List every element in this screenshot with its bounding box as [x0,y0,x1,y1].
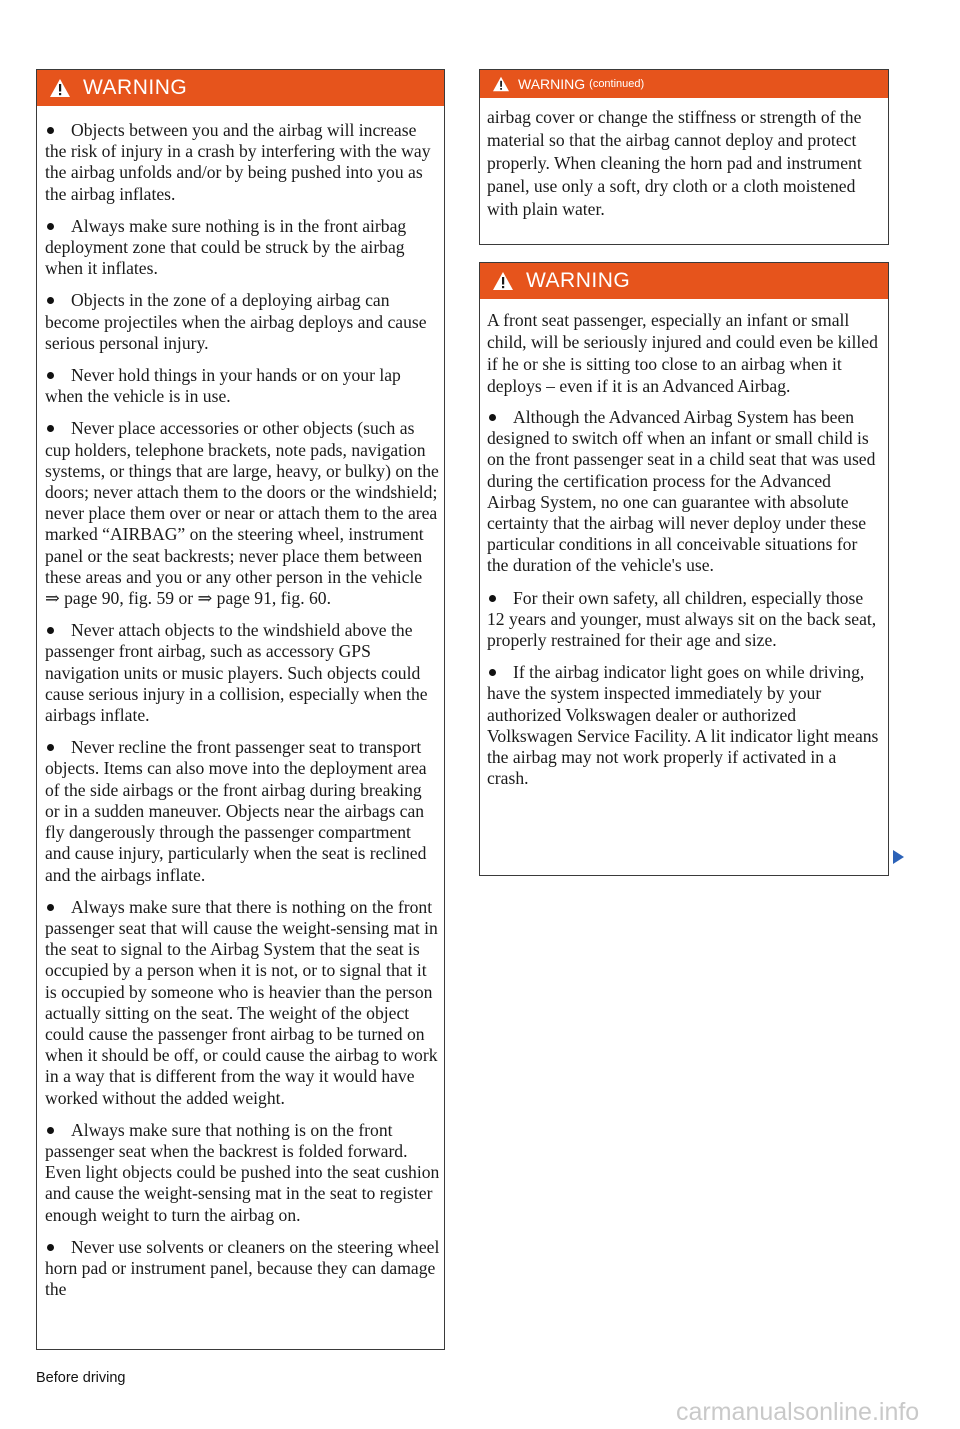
list-item: Always make sure nothing is in the front airbag deployment zone that could be struck by the airbag when it inflates. [45,216,440,280]
warning-header [480,263,888,299]
continued-label: (continued) [589,78,645,90]
warning-title: WARNING [518,76,586,92]
warning-list [45,120,440,1300]
list-item: Objects in the zone of a deploying airbag can become projectiles when the airbag deploys and cause serious personal injury. [45,290,440,354]
warning-content [480,98,888,221]
warning-title: WARNING [526,269,631,292]
list-item: For their own safety, all children, especially those 12 years and younger, must always sit on the back seat, properly restrained for their age and size. [487,588,880,652]
list-item: Always make sure that nothing is on the front passenger seat when the backrest is folded forward. Even light objects could be pushed into the seat cushion and cause the weight-sensing mat in the seat to register enough weight to turn the airbag on. [45,1119,440,1225]
watermark: carmanualsonline.info [676,1398,920,1426]
warning-content [480,299,888,789]
warning-title: WARNING [83,76,188,99]
warning-content [37,106,444,1300]
warning-triangle-icon [492,271,514,291]
warning-header-continued [480,70,888,98]
warning-triangle-icon [492,76,510,92]
list-item: Although the Advanced Airbag System has been designed to switch off when an infant or small child is on the front passenger seat in a child seat that was used during the certification process for the Advanced Airbag System, no one can guarantee with absolute certainty that the airbag will never deploy under these particular conditions in all conceivable situations for the duration of the vehicle's use. [487,407,880,577]
warning-intro: A front seat passenger, especially an infant or small child, will be seriously injured and could even be killed if he or she is sitting too close to an airbag when it deploys – even if it is an Advanced Airbag. [487,310,878,396]
warning-box-right [479,262,889,876]
list-item: Never use solvents or cleaners on the steering wheel horn pad or instrument panel, because they can damage the [45,1236,440,1300]
warning-paragraph: airbag cover or change the stiffness or strength of the material so that the airbag cannot deploy and protect properly. When cleaning the horn pad and instrument panel, use only a soft, dry cloth or a cloth moistened with plain water. [487,107,862,219]
page-footer-section: Before driving [36,1370,126,1386]
warning-list [487,407,880,789]
warning-header [37,70,444,106]
list-item: Always make sure that there is nothing on the front passenger seat that will cause the weight-sensing mat in the seat to signal to the Airbag System that the seat is occupied by a person when it is not, or to signal that it is occupied by someone who is heavier than the person actually sitting on the seat. The weight of the object could cause the passenger front airbag to be turned on when it should be off, or could cause the airbag to work in a way that is different from the way it would have worked without the added weight. [45,897,440,1109]
list-item: Never place accessories or other objects (such as cup holders, telephone brackets, note pads, navigation systems, or things that are large, heavy, or bulky) on the doors; never attach them to the doors or the windshield; never place them over or near or attach them to the area marked “AIRBAG” on the steering wheel, instrument panel or the seat backrests; never place them between these areas and you or any other person in the vehicle ⇒ page 90, fig. 59 or ⇒ page 91, fig. 60. [45,418,439,609]
continued-arrow-icon [893,850,904,864]
warning-box-left [36,69,445,1350]
list-item: If the airbag indicator light goes on while driving, have the system inspected immediately by your authorized Volkswagen dealer or authorized Volkswagen Service Facility. A lit indicator light means the airbag may not work properly if activated in a crash. [487,662,879,789]
warning-box-continued [479,69,889,245]
list-item: Objects between you and the airbag will increase the risk of injury in a crash by interfering with the way the airbag unfolds and/or by being pushed into you as the airbag inflates. [45,120,440,205]
warning-triangle-icon [49,78,71,98]
list-item: Never recline the front passenger seat to transport objects. Items can also move into the deployment area of the side airbags or the front airbag during breaking or in a sudden maneuver. Objects near the airbags can fly dangerously through the passenger compartment and cause injury, particularly when the seat is reclined and the airbags inflate. [45,737,440,885]
list-item: Never hold things in your hands or on your lap when the vehicle is in use. [45,365,440,407]
list-item: Never attach objects to the windshield above the passenger front airbag, such as accessory GPS navigation units or music players. Such objects could cause serious injury in a collision, especially when the airbags inflate. [45,620,440,726]
